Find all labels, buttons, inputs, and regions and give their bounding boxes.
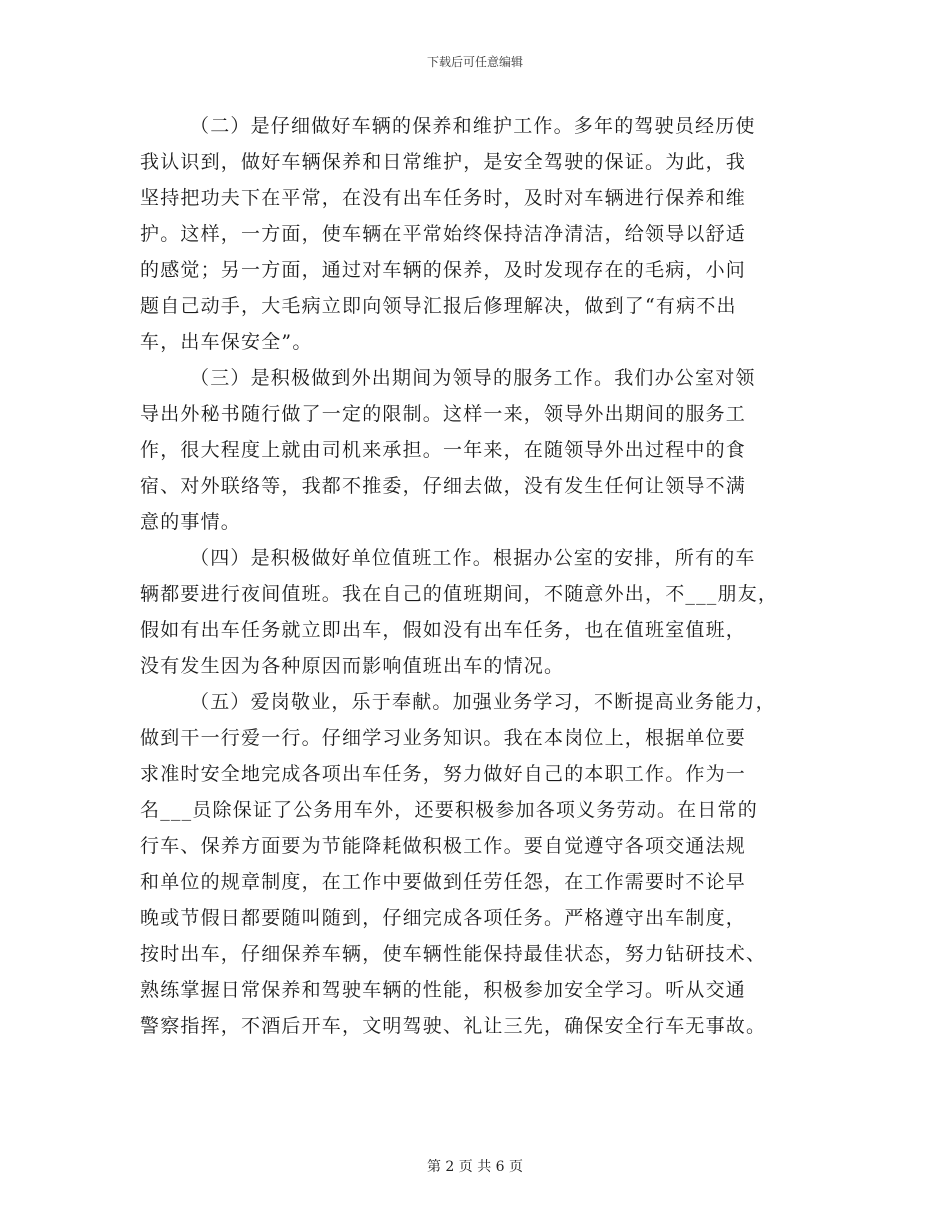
document-body bbox=[140, 108, 812, 1044]
page-header: 下载后可任意编辑 bbox=[426, 55, 523, 69]
paragraph-3-line: （三）是积极做到外出期间为领导的服务工作。我们办公室对领 bbox=[190, 367, 756, 389]
paragraph-2-line: 护。这样，一方面，使车辆在平常始终保持洁净清洁，给领导以舒适 bbox=[140, 223, 747, 245]
paragraph-5-line: 名___员除保证了公务用车外，还要积极参加各项义务劳动。在日常的 bbox=[140, 799, 758, 821]
paragraph-5-line: （五）爱岗敬业，乐于奉献。加强业务学习，不断提高业务能力， bbox=[190, 691, 776, 713]
paragraph-5-line: 求准时安全地完成各项出车任务，努力做好自己的本职工作。作为一 bbox=[140, 763, 747, 785]
page-number-footer: 第 2 页 共 6 页 bbox=[426, 1159, 524, 1175]
paragraph-5-line: 警察指挥，不酒后开车，文明驾驶、礼让三先，确保安全行车无事故。 bbox=[140, 1015, 767, 1037]
paragraph-3-line: 宿、对外联络等，我都不推委，仔细去做，没有发生任何让领导不满 bbox=[140, 475, 747, 497]
paragraph-5-line: 和单位的规章制度，在工作中要做到任劳任怨，在工作需要时不论早 bbox=[140, 871, 747, 893]
paragraph-3-line: 作，很大程度上就由司机来承担。一年来，在随领导外出过程中的食 bbox=[140, 439, 747, 461]
paragraph-2-line: 坚持把功夫下在平常，在没有出车任务时，及时对车辆进行保养和维 bbox=[140, 187, 747, 209]
paragraph-2-line: 的感觉；另一方面，通过对车辆的保养，及时发现存在的毛病，小问 bbox=[140, 259, 747, 281]
paragraph-4-line: 辆都要进行夜间值班。我在自己的值班期间，不随意外出，不___朋友， bbox=[140, 583, 779, 605]
paragraph-5-line: 熟练掌握日常保养和驾驶车辆的性能，积极参加安全学习。听从交通 bbox=[140, 979, 747, 1001]
paragraph-5-line: 行车、保养方面要为节能降耗做积极工作。要自觉遵守各项交通法规 bbox=[140, 835, 747, 857]
paragraph-2-line: 车，出车保安全”。 bbox=[140, 331, 313, 353]
paragraph-5-line: 晚或节假日都要随叫随到，仔细完成各项任务。严格遵守出车制度， bbox=[140, 907, 747, 929]
paragraph-2-line: 题自己动手，大毛病立即向领导汇报后修理解决，做到了“有病不出 bbox=[140, 295, 737, 317]
paragraph-4-line: 假如有出车任务就立即出车，假如没有出车任务，也在值班室值班， bbox=[140, 619, 747, 641]
paragraph-5-line: 按时出车，仔细保养车辆，使车辆性能保持最佳状态，努力钻研技术、 bbox=[140, 943, 767, 965]
paragraph-4-line: 没有发生因为各种原因而影响值班出车的情况。 bbox=[140, 655, 565, 677]
paragraph-5-line: 做到干一行爱一行。仔细学习业务知识。我在本岗位上，根据单位要 bbox=[140, 727, 747, 749]
paragraph-3-line: 意的事情。 bbox=[140, 511, 242, 533]
paragraph-2-line: （二）是仔细做好车辆的保养和维护工作。多年的驾驶员经历使 bbox=[190, 115, 756, 137]
paragraph-4-line: （四）是积极做好单位值班工作。根据办公室的安排，所有的车 bbox=[190, 547, 756, 569]
paragraph-2-line: 我认识到，做好车辆保养和日常维护，是安全驾驶的保证。为此，我 bbox=[140, 151, 747, 173]
paragraph-3-line: 导出外秘书随行做了一定的限制。这样一来，领导外出期间的服务工 bbox=[140, 403, 747, 425]
